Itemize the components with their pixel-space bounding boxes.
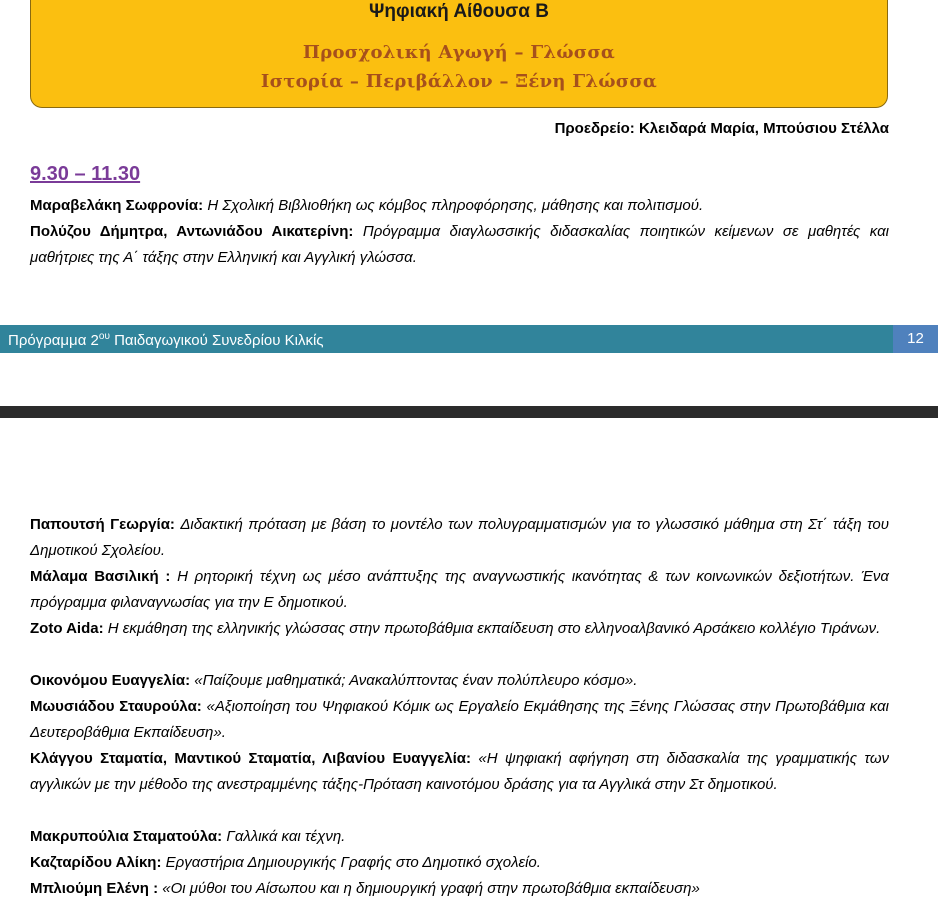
session-time: 9.30 – 11.30 — [30, 163, 141, 185]
presentation-entry — [30, 564, 889, 616]
hall-subtitle-line1: Προσχολική Αγωγή – Γλώσσα — [302, 42, 616, 63]
presentation-entry — [30, 876, 889, 902]
presentation-entry — [30, 219, 889, 271]
entry-title: Διδακτική πρόταση με βάση το μοντέλο των πολυγραμματισμών για το γλωσσικό μάθημα στη Στ΄ τάξη του Δημοτικού Σχολείου. — [30, 516, 889, 559]
entry-authors: Πολύζου Δήμητρα, Αντωνιάδου Αικατερίνη: — [30, 223, 354, 240]
presentation-entry — [30, 193, 889, 219]
entry-title: «Αξιοποίηση του Ψηφιακού Κόμικ ως Εργαλείο Εκμάθησης της Ξένης Γλώσσας στην Πρωτοβάθμια και Δευτεροβάθμια Εκπαίδευση». — [30, 698, 889, 741]
footer-suffix: Παιδαγωγικού Συνεδρίου Κιλκίς — [109, 332, 324, 349]
presentation-entry — [30, 850, 889, 876]
presentation-entry — [30, 616, 889, 642]
footer-superscript: ου — [98, 331, 110, 342]
entry-title: Γαλλικά και τέχνη. — [226, 828, 346, 845]
entry-title: Εργαστήρια Δημιουργικής Γραφής στο Δημοτικό σχολείο. — [165, 854, 541, 871]
document-page-bottom — [0, 418, 938, 905]
entry-authors: Μακρυπούλια Σταματούλα: — [30, 828, 223, 845]
presentation-entry — [30, 824, 889, 850]
entry-title: Η Σχολική Βιβλιοθήκη ως κόμβος πληροφόρησης, μάθησης και πολιτισμού. — [207, 197, 704, 214]
session-chair: Προεδρείο: Κλειδαρά Μαρία, Μπούσιου Στέλλα — [554, 120, 889, 137]
entry-authors: Καζταρίδου Αλίκη: — [30, 854, 162, 871]
hall-header-box — [30, 0, 888, 108]
page-footer — [0, 325, 938, 353]
entry-authors: Μαραβελάκη Σωφρονία: — [30, 197, 204, 214]
entry-title: «Οι μύθοι του Αίσωπου και η δημιουργική γραφή στην πρωτοβάθμια εκπαίδευση» — [162, 880, 700, 897]
entry-authors: Zoto Aida: — [30, 620, 104, 637]
presentation-entry — [30, 694, 889, 746]
hall-subtitle-line2: Ιστορία – Περιβάλλον – Ξένη Γλώσσα — [260, 71, 658, 92]
footer-prefix: Πρόγραμμα 2 — [8, 332, 99, 349]
entry-title: Η εκμάθηση της ελληνικής γλώσσας στην πρωτοβάθμια εκπαίδευση στο ελληνοαλβανικό Αρσάκειο κολλέγιο Τιράνων. — [107, 620, 881, 637]
entry-title: «Η ψηφιακή αφήγηση στη διδασκαλία της γραμματικής των αγγλικών με την μέθοδο της ανεστραμμένης τάξης-Πρόταση καινοτόμου δράσης για τα Αγγλικά στην Στ δημοτικού. — [30, 750, 889, 793]
entry-title: Πρόγραμμα διαγλωσσικής διδασκαλίας ποιητικών κείμενων σε μαθητές και μαθήτριες της Α΄ τάξης στην Ελληνική και Αγγλική γλώσσα. — [30, 223, 890, 266]
footer-text — [8, 331, 324, 349]
presentation-entry — [30, 668, 889, 694]
entry-authors: Μπλιούμη Ελένη : — [30, 880, 159, 897]
entry-authors: Μωυσιάδου Σταυρούλα: — [30, 698, 202, 715]
page-gap — [0, 354, 938, 406]
entry-authors: Παπουτσή Γεωργία: — [30, 516, 175, 533]
entry-title: «Παίζουμε μαθηματικά; Ανακαλύπτοντας έναν πολύπλευρο κόσμο». — [194, 672, 638, 689]
page-separator — [0, 406, 938, 418]
presentation-entry — [30, 512, 889, 564]
entry-title: Η ρητορική τέχνη ως μέσο ανάπτυξης της αναγνωστικής ικανότητας & των κοινωνικών δεξιοτήτων. Ένα πρόγραμμα φιλαναγνωσίας για την Ε δημοτικού. — [30, 568, 889, 611]
presentation-entry — [30, 746, 889, 798]
page-number: 12 — [893, 325, 938, 353]
entry-authors: Κλάγγου Σταματία, Μαντικού Σταματία, Λιβανίου Ευαγγελία: — [30, 750, 471, 767]
hall-title: Ψηφιακή Αίθουσα Β — [369, 1, 549, 22]
entry-authors: Οικονόμου Ευαγγελία: — [30, 672, 191, 689]
entry-authors: Μάλαμα Βασιλική : — [30, 568, 171, 585]
document-page-top — [0, 0, 938, 354]
